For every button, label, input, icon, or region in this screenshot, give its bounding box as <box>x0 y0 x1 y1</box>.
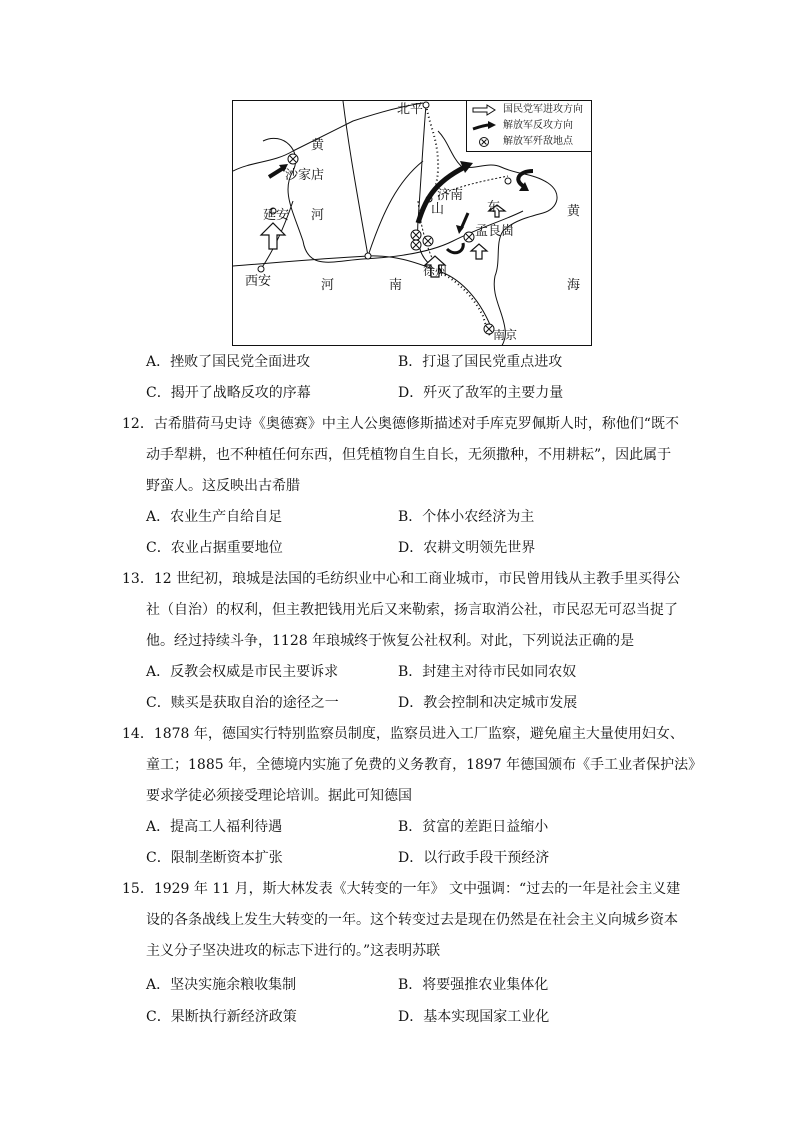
legend-row-kmt <box>471 104 583 116</box>
map-label-jinan: 济南 <box>437 188 464 203</box>
q13-line-3: 他。经过持续斗争，1128 年琅城终于恢复公社权利。对此，下列说法正确的是 <box>146 633 635 649</box>
map-label-shan: 山 <box>431 202 445 217</box>
q14-line-3: 要求学徒必须接受理论培训。据此可知德国 <box>146 788 412 804</box>
map-label-nan: 南 <box>389 278 403 293</box>
q12-option-a: A．农业生产自给自足 <box>146 509 283 525</box>
q13-option-d: D．教会控制和决定城市发展 <box>398 695 578 711</box>
q15-option-d: D．基本实现国家工业化 <box>398 1009 550 1025</box>
map-label-xian: 西安 <box>245 274 272 289</box>
railway-east-west <box>233 256 491 327</box>
northern-line <box>233 103 423 171</box>
battle-map <box>232 100 592 346</box>
yellow-river <box>263 138 523 262</box>
map-legend <box>466 101 591 152</box>
q11-option-d: D．歼灭了敌军的主要力量 <box>398 385 564 401</box>
q13-line-1: 13．12 世纪初，琅城是法国的毛纺织业中心和工商业城市，市民曾用钱从主教手里买得公 <box>122 571 681 587</box>
q12-line-1: 12．古希腊荷马史诗《奥德赛》中主人公奥德修斯描述对手库克罗佩斯人时，称他们“既不 <box>122 416 679 432</box>
map-label-beiping: 北平 <box>397 102 424 117</box>
battle-site-1 <box>411 230 421 240</box>
legend-text-kmt: 国民党军进攻方向 <box>503 104 583 115</box>
q13-line-2: 社（自治）的权利，但主教把钱用光后又来勒索，扬言取消公社，市民忍无可忍当捉了 <box>146 602 678 618</box>
q12-line-2: 动手犁耕，也不种植任何东西，但凭植物自生自长，无须撒种，不用耕耘”，因此属于 <box>146 447 672 463</box>
battle-site-2 <box>411 240 421 250</box>
map-label-he2: 河 <box>321 278 335 293</box>
beiping-marker <box>423 102 429 108</box>
coast-marker <box>505 178 511 184</box>
q11-option-c: C．揭开了战略反攻的序幕 <box>146 385 311 401</box>
map-label-nanjing: 南京 <box>493 328 518 342</box>
map-label-menglianggu: 孟良崮 <box>475 224 515 239</box>
legend-text-pla: 解放军反攻方向 <box>503 120 573 131</box>
q15-option-c: C．果断执行新经济政策 <box>146 1009 297 1025</box>
q11-option-a: A．挫败了国民党全面进攻 <box>146 354 311 370</box>
xian-marker <box>258 266 264 272</box>
solid-arrow-icon <box>471 120 497 132</box>
legend-row-site <box>471 136 573 148</box>
q15-option-b: B．将要强推农业集体化 <box>398 977 549 993</box>
map-label-hai: 海 <box>567 278 581 293</box>
q15-line-1: 15．1929 年 11 月，斯大林发表《大转变的一年》 文中强调：“过去的一年是社会主义建 <box>122 881 681 897</box>
map-label-dong: 东 <box>487 200 501 215</box>
map-label-yanan: 延安 <box>263 208 290 223</box>
legend-row-pla <box>471 120 573 132</box>
kmt-arrow-yanan <box>261 223 285 249</box>
map-label-he1: 河 <box>311 208 325 223</box>
hollow-arrow-icon <box>471 104 497 116</box>
railway-xuzhou-nanjing <box>438 271 491 337</box>
map-label-huang2: 黄 <box>567 204 581 219</box>
center-marker <box>365 253 371 259</box>
legend-text-site: 解放军歼敌地点 <box>503 136 573 147</box>
q15-option-a: A．坚决实施余粮收集制 <box>146 977 297 993</box>
q14-option-c: C．限制垄断资本扩张 <box>146 850 283 866</box>
q14-option-a: A．提高工人福利待遇 <box>146 819 283 835</box>
q15-line-2: 设的各条战线上发生大转变的一年。这个转变过去是现在仍然是在社会主义向城乡资本 <box>146 912 678 928</box>
pla-arrow-hook <box>447 243 463 253</box>
q14-option-d: D．以行政手段干预经济 <box>398 850 550 866</box>
battle-site-shajiadian <box>288 154 298 164</box>
battle-site-3 <box>423 236 433 246</box>
q13-option-b: B．封建主对待市民如同农奴 <box>398 664 577 680</box>
q11-option-b: B．打退了国民党重点进攻 <box>398 354 563 370</box>
map-label-huang1: 黄 <box>311 138 325 153</box>
q12-option-d: D．农耕文明领先世界 <box>398 540 536 556</box>
kmt-arrow-2 <box>471 244 487 259</box>
map-label-xuzhou: 徐州 <box>423 264 448 278</box>
q14-line-2: 童工；1885 年，全德境内实施了免费的义务教育，1897 年德国颁布《手工业者保护法》 <box>146 757 703 773</box>
q12-line-3: 野蛮人。这反映出古希腊 <box>146 478 300 494</box>
q15-line-3: 主义分子坚决进攻的标志下进行的。”这表明苏联 <box>146 943 441 959</box>
q12-option-b: B．个体小农经济为主 <box>398 509 535 525</box>
circled-x-icon <box>471 136 497 148</box>
map-label-shajiadian: 沙家店 <box>285 168 325 183</box>
q14-option-b: B．贫富的差距日益缩小 <box>398 819 549 835</box>
q13-option-a: A．反教会权威是市民主要诉求 <box>146 664 339 680</box>
q13-option-c: C．赎买是获取自治的途径之一 <box>146 695 339 711</box>
q12-option-c: C．农业占据重要地位 <box>146 540 283 556</box>
q14-line-1: 14．1878 年，德国实行特别监察员制度，监察员进入工厂监察，避免雇主大量使用妇女、 <box>122 726 684 742</box>
battle-site-menglianggu <box>464 232 474 242</box>
